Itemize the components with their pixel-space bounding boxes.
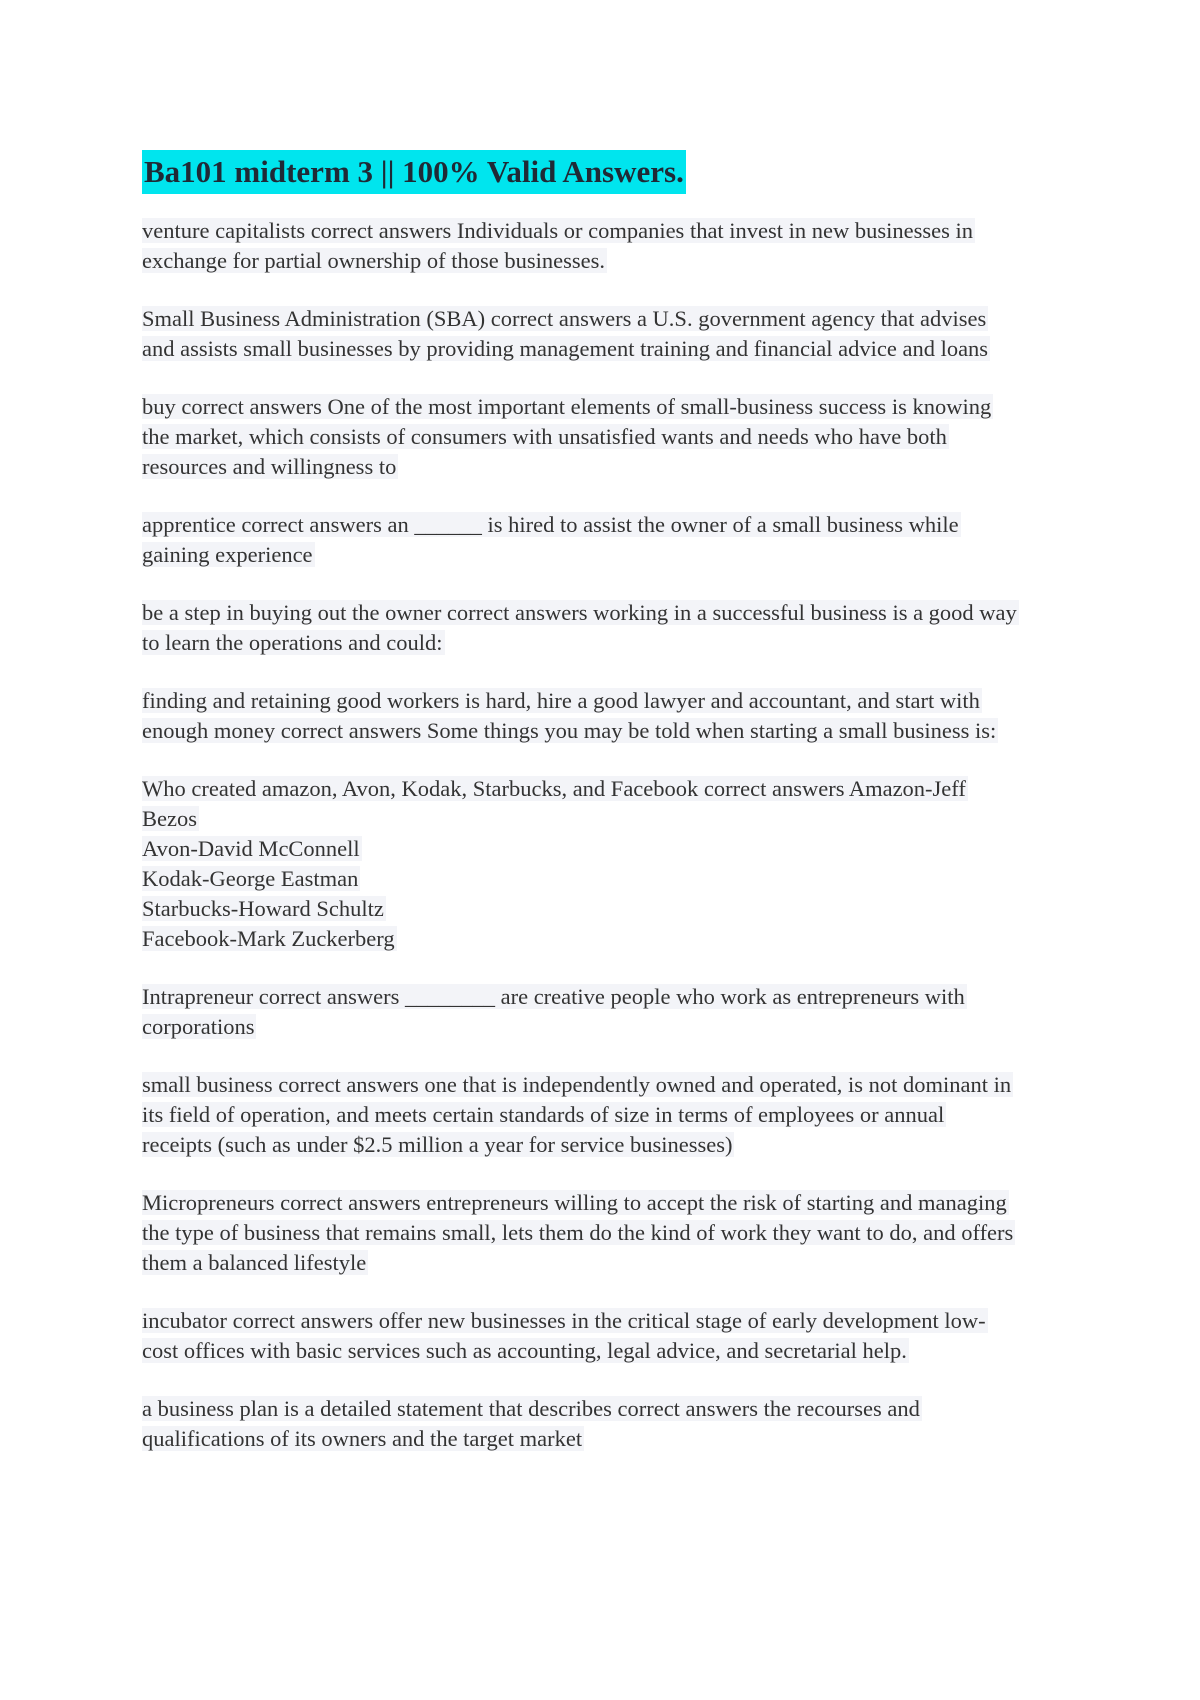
qa-entry [142,1306,1072,1366]
entry-line: Micropreneurs correct answers entrepreneurs willing to accept the risk of starting and managing [142,1190,1007,1215]
qa-entry [142,1394,1072,1454]
entry-line: buy correct answers One of the most important elements of small-business success is knowing [142,394,992,419]
qa-entry [142,686,1072,746]
qa-entry [142,216,1072,276]
entry-line: Avon-David McConnell [142,836,360,861]
entry-line: Bezos [142,806,197,831]
entry-line: Starbucks-Howard Schultz [142,896,384,921]
document-title: Ba101 midterm 3 || 100% Valid Answers. [142,150,686,194]
entry-line: be a step in buying out the owner correct answers working in a successful business is a good way [142,600,1017,625]
entry-line: to learn the operations and could: [142,630,443,655]
qa-entry [142,392,1072,482]
entry-line: Who created amazon, Avon, Kodak, Starbucks, and Facebook correct answers Amazon-Jeff [142,776,966,801]
entry-line: venture capitalists correct answers Individuals or companies that invest in new businesses in [142,218,974,243]
entry-line: corporations [142,1014,255,1039]
qa-entry [142,982,1072,1042]
entry-line: them a balanced lifestyle [142,1250,367,1275]
entry-line: small business correct answers one that is independently owned and operated, is not dominant in [142,1072,1012,1097]
entry-line: gaining experience [142,542,313,567]
entry-line: apprentice correct answers an ______ is hired to assist the owner of a small business while [142,512,959,537]
entry-line: qualifications of its owners and the target market [142,1426,583,1451]
entry-line: Intrapreneur correct answers ________ are creative people who work as entrepreneurs with [142,984,965,1009]
entry-line: receipts (such as under $2.5 million a year for service businesses) [142,1132,733,1157]
qa-entry [142,1070,1072,1160]
entry-line: resources and willingness to [142,454,397,479]
qa-entry [142,1188,1072,1278]
entry-line: and assists small businesses by providing management training and financial advice and loans [142,336,989,361]
entry-line: the type of business that remains small, lets them do the kind of work they want to do, and offers [142,1220,1014,1245]
entry-line: Facebook-Mark Zuckerberg [142,926,395,951]
entry-line: a business plan is a detailed statement that describes correct answers the recourses and [142,1396,920,1421]
entry-line: cost offices with basic services such as accounting, legal advice, and secretarial help. [142,1338,907,1363]
entry-line: enough money correct answers Some things you may be told when starting a small business is: [142,718,997,743]
qa-entry [142,510,1072,570]
entry-line: Kodak-George Eastman [142,866,359,891]
entry-line: finding and retaining good workers is hard, hire a good lawyer and accountant, and start with [142,688,980,713]
qa-entry [142,304,1072,364]
entry-line: exchange for partial ownership of those businesses. [142,248,605,273]
entry-line: Small Business Administration (SBA) correct answers a U.S. government agency that advises [142,306,987,331]
entry-line: its field of operation, and meets certain standards of size in terms of employees or annual [142,1102,945,1127]
entry-line: the market, which consists of consumers with unsatisfied wants and needs who have both [142,424,947,449]
qa-entry [142,598,1072,658]
document-page [142,150,1072,1482]
qa-entry [142,774,1072,954]
entry-line: incubator correct answers offer new businesses in the critical stage of early development low- [142,1308,986,1333]
